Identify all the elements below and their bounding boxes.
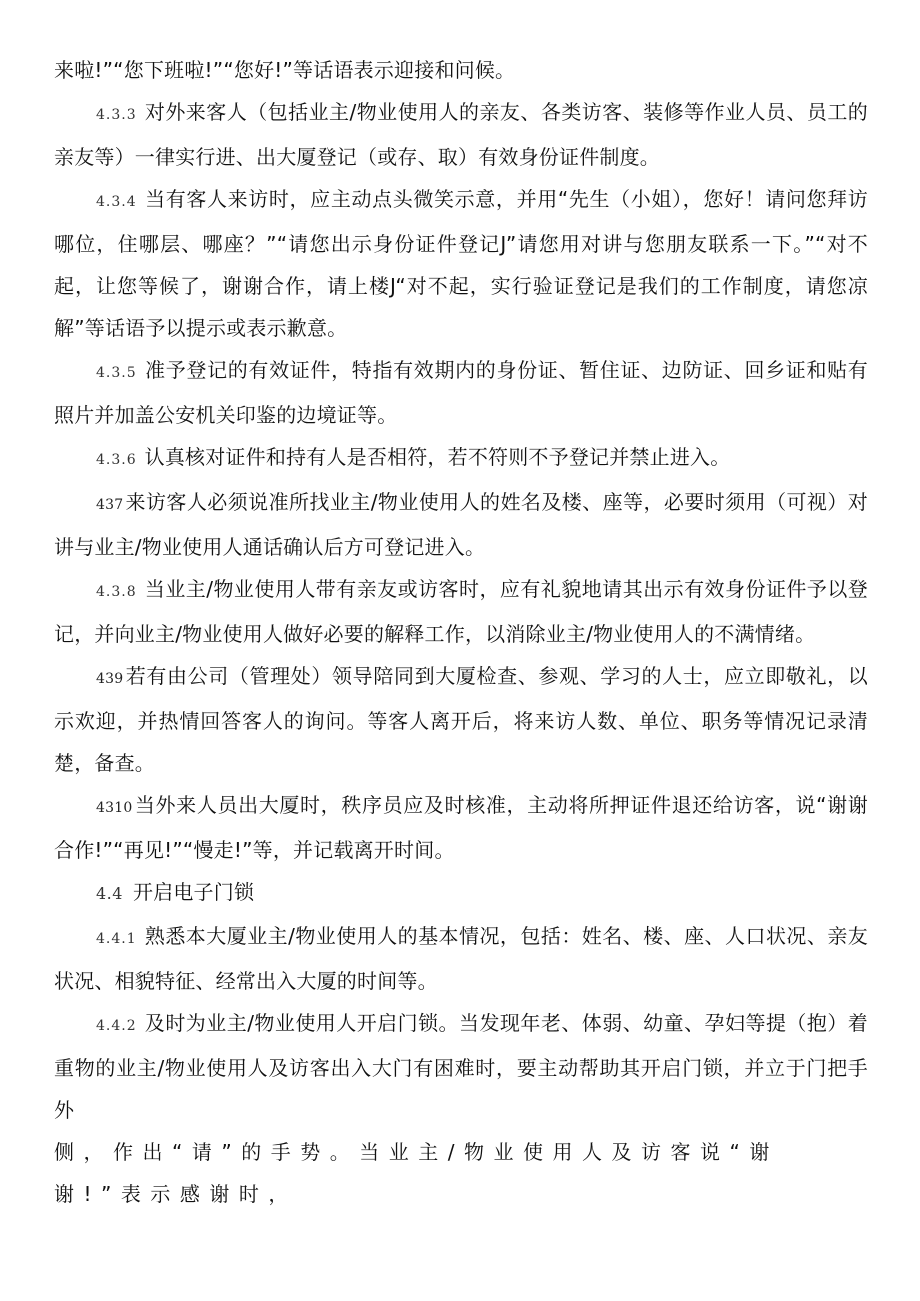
clause-number: 4.3.6: [96, 452, 137, 468]
clause-number: 4.3.5: [96, 365, 137, 381]
paragraph-text: 准予登记的有效证件，特指有效期内的身份证、暂住证、边防证、回乡证和贴有照片并加盖公安机关印鉴的边境证等。: [54, 358, 868, 427]
paragraph-4-3-4: [54, 178, 868, 349]
clause-number: 437: [96, 497, 124, 513]
section-number: 4.4: [96, 884, 123, 903]
paragraph-text: 来访客人必须说准所找业主/物业使用人的姓名及楼、座等，必要时须用（可视）对讲与业主/物业使用人通话确认后方可登记进入。: [54, 490, 868, 559]
clause-number: 4.4.2: [96, 1018, 137, 1034]
paragraph-text: 侧，作出“请”的手势。当业主/物业使用人及访客说“谢谢!”表示感谢时，: [54, 1140, 779, 1206]
paragraph-4-4-2: [54, 1002, 868, 1131]
paragraph-4-4-2-continued: [54, 1131, 868, 1215]
paragraph-text: 认真核对证件和持有人是否相符，若不符则不予登记并禁止进入。: [144, 445, 731, 469]
clause-number: 4.3.8: [96, 584, 137, 600]
paragraph-4-3-9: [54, 655, 868, 784]
paragraph-continuation: [54, 49, 868, 91]
paragraph-4-3-6: [54, 436, 868, 481]
paragraph-text: 当有客人来访时，应主动点头微笑示意，并用“先生（小姐），您好！请问您拜访哪位，住哪层、哪座？”“请您出示身份证件登记J”请您用对讲与您朋友联系一下。”“对不起，让您等候了，谢谢合作，请上楼J“对不起，实行验证登记是我们的工作制度，请您凉解”等话语予以提示或表示歉意。: [54, 187, 868, 340]
paragraph-4-4-1: [54, 915, 868, 1002]
paragraph-text: 当外来人员出大厦时，秩序员应及时核准，主动将所押证件退还给访客，说“谢谢合作!”“再见!”“慢走!”等，并记载离开时间。: [54, 793, 868, 862]
paragraph-4-3-3: [54, 91, 868, 178]
paragraph-4-3-10: [54, 784, 868, 871]
clause-number: 439: [96, 671, 124, 687]
clause-number: 4.4.1: [96, 931, 137, 947]
paragraph-text: 来啦!”“您下班啦!”“您好!”等话语表示迎接和问候。: [54, 58, 516, 82]
section-title: 开启电子门锁: [132, 880, 255, 904]
document-body: [54, 49, 868, 1215]
clause-number: 4.3.4: [96, 194, 137, 210]
paragraph-text: 对外来客人（包括业主/物业使用人的亲友、各类访客、装修等作业人员、员工的亲友等）一律实行进、出大厦登记（或存、取）有效身份证件制度。: [54, 100, 868, 169]
section-heading-4-4: [54, 871, 868, 915]
paragraph-4-3-8: [54, 568, 868, 655]
paragraph-text: 熟悉本大厦业主/物业使用人的基本情况，包括：姓名、楼、座、人口状况、亲友状况、相貌特征、经常出入大厦的时间等。: [54, 924, 868, 993]
paragraph-4-3-5: [54, 349, 868, 436]
paragraph-text: 若有由公司（管理处）领导陪同到大厦检查、参观、学习的人士，应立即敬礼，以示欢迎，并热情回答客人的询问。等客人离开后，将来访人数、单位、职务等情况记录清楚，备查。: [54, 664, 868, 775]
clause-number: 4310: [96, 800, 133, 816]
paragraph-text: 及时为业主/物业使用人开启门锁。当发现年老、体弱、幼童、孕妇等提（抱）着重物的业主/物业使用人及访客出入大门有困难时，要主动帮助其开启门锁，并立于门把手外: [54, 1011, 868, 1122]
clause-number: 4.3.3: [96, 107, 137, 123]
paragraph-4-3-7: [54, 481, 868, 568]
paragraph-text: 当业主/物业使用人带有亲友或访客时，应有礼貌地请其出示有效身份证件予以登记，并向业主/物业使用人做好必要的解释工作，以消除业主/物业使用人的不满情绪。: [54, 577, 868, 646]
